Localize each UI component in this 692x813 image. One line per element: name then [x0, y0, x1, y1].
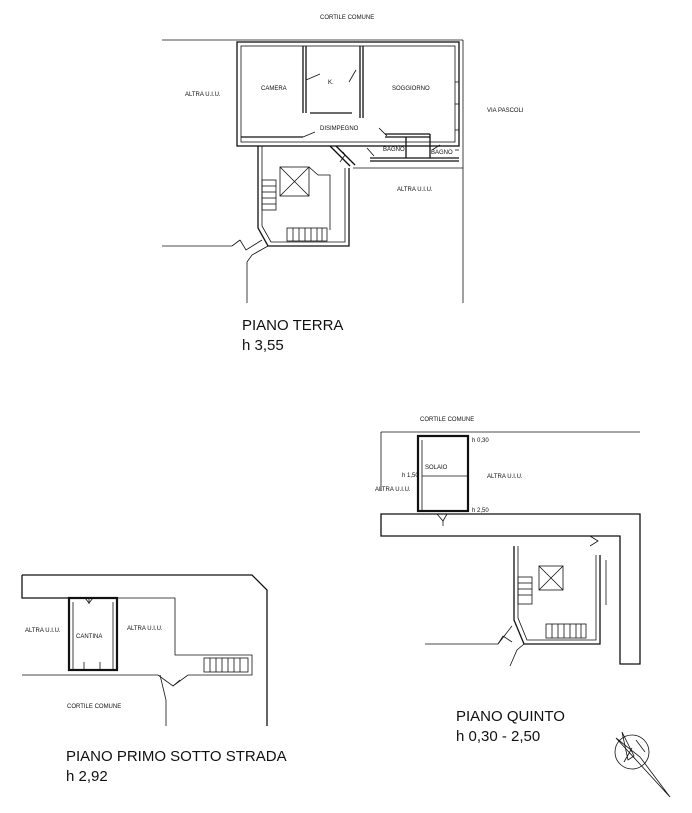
pq-right-unit-label: ALTRA U.I.U.: [487, 474, 523, 480]
pt-title: PIANO TERRA: [242, 317, 344, 334]
room-bagno-1-label: BAGNO: [383, 147, 405, 153]
pq-solaio-label: SOLAIO: [425, 465, 448, 471]
room-camera-label: CAMERA: [261, 86, 287, 92]
piano-primo-sotto-strada-plan: [22, 575, 287, 785]
room-bagno-2-label: BAGNO: [431, 150, 453, 156]
pt-apartment-walls: [237, 42, 459, 166]
pt-left-unit-label: ALTRA U.I.U.: [185, 92, 221, 98]
pss-title: PIANO PRIMO SOTTO STRADA: [66, 748, 287, 765]
pss-outer-walls: [22, 575, 267, 726]
pss-courtyard-label: CORTILE COMUNE: [67, 704, 122, 710]
pq-height-bottom: h 2,50: [472, 508, 489, 514]
pq-courtyard-label: CORTILE COMUNE: [420, 417, 475, 423]
pt-street-label: VIA PASCOLI: [487, 108, 524, 114]
pss-right-unit-label: ALTRA U.I.U.: [127, 626, 163, 632]
pq-stairwell: [425, 546, 606, 666]
pq-corridor-walls: [381, 514, 640, 664]
pss-left-unit-label: ALTRA U.I.U.: [25, 628, 61, 634]
pt-room-labels: [261, 80, 453, 156]
pq-solaio-walls: [418, 436, 468, 511]
pq-height-middle: h 1,50: [402, 473, 419, 479]
north-arrow-icon: [615, 732, 670, 797]
pt-stairwell: [232, 146, 349, 262]
pss-cantina-label: CANTINA: [76, 634, 103, 640]
room-kitchen-label: K.: [328, 80, 334, 86]
room-disimpegno-label: DISIMPEGNO: [320, 126, 359, 132]
pt-courtyard-label: CORTILE COMUNE: [320, 15, 375, 21]
pss-stairs: [204, 658, 248, 672]
pq-title: PIANO QUINTO: [456, 708, 565, 725]
pt-boundary-lines: [162, 40, 463, 303]
room-soggiorno-label: SOGGIORNO: [392, 86, 430, 92]
pss-height: h 2,92: [66, 768, 108, 785]
piano-quinto-plan: [375, 417, 640, 745]
pt-height: h 3,55: [242, 337, 284, 354]
pq-left-unit-label: ALTRA U.I.U.: [375, 487, 411, 493]
pq-height-top: h 0,30: [472, 438, 489, 444]
pq-height: h 0,30 - 2,50: [456, 728, 541, 745]
piano-terra-plan: [162, 15, 524, 354]
pt-bottom-unit-label: ALTRA U.I.U.: [397, 187, 433, 193]
